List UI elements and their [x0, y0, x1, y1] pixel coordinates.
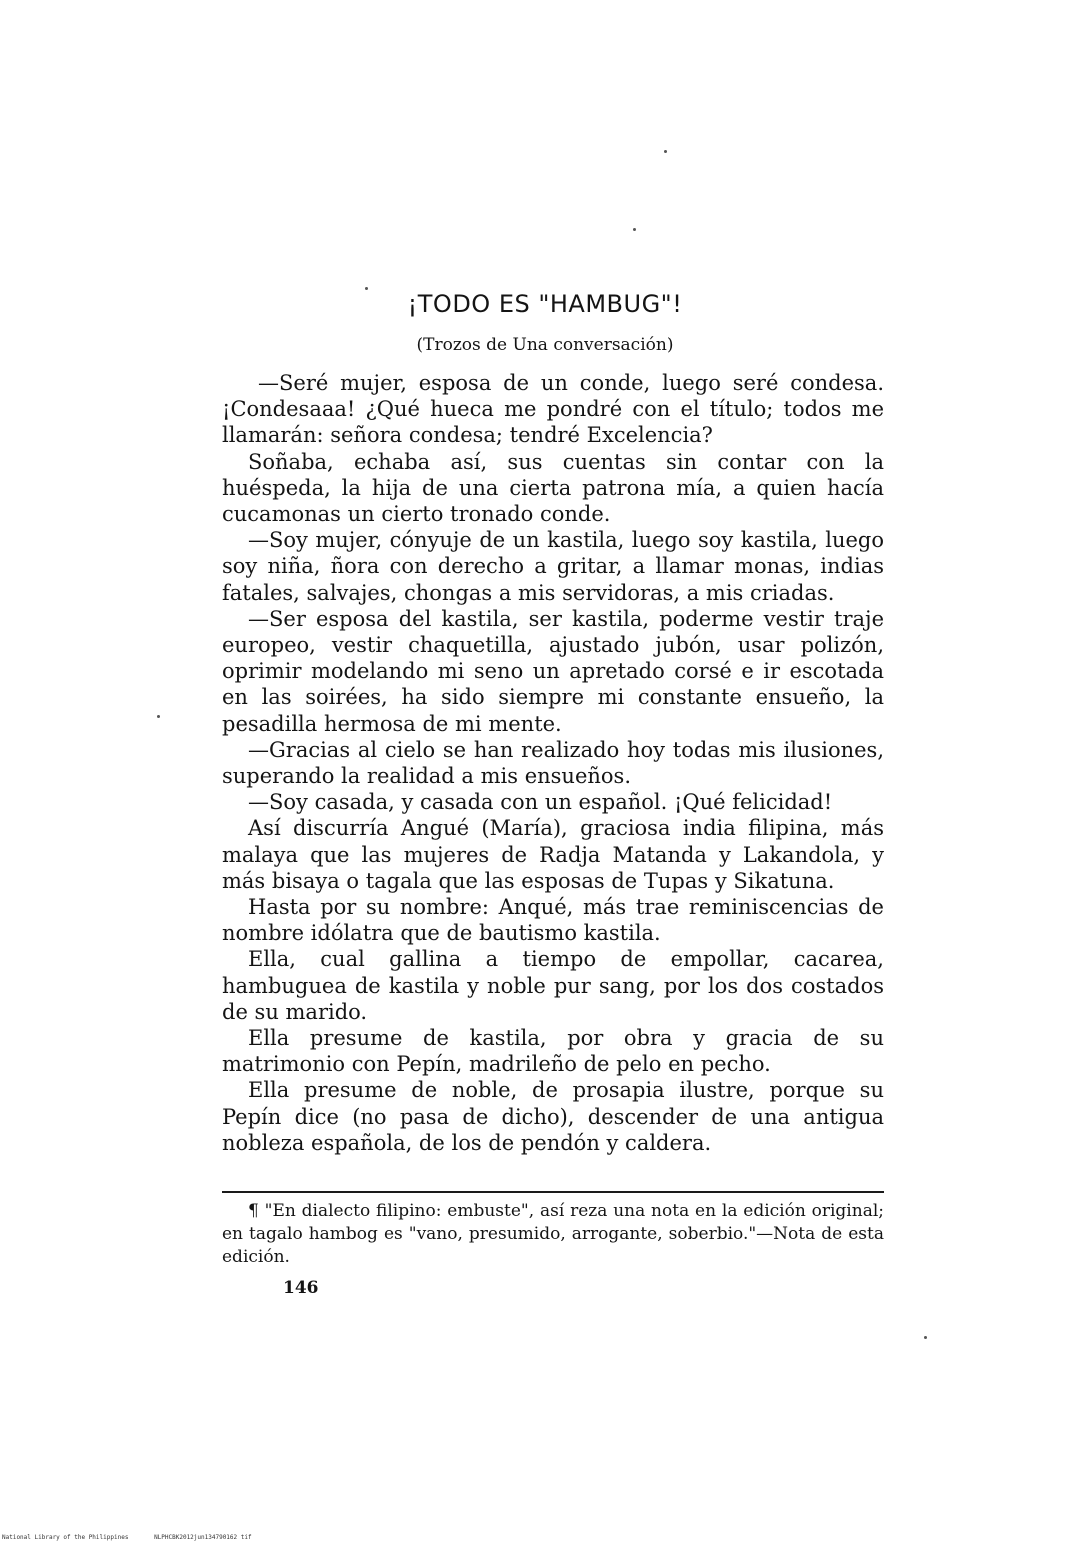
paragraph: Así discurría Angué (María), graciosa india filipina, más malaya que las mujeres de Radja Matanda y Lakandola, y más bisaya o tagala que las esposas de Tupas y Sikatuna.: [222, 816, 884, 893]
footnote-text: ¶ "En dialecto filipino: embuste", así reza una nota en la edición original; en tagalo hambog es "vano, presumido, arrogante, soberbio."—Nota de esta edición.: [222, 1201, 884, 1267]
library-credit: National Library of the Philippines: [2, 1534, 129, 1541]
paragraph: Ella presume de noble, de prosapia ilustre, porque su Pepín dice (no pasa de dicho), descender de una antigua nobleza española, de los de pendón y caldera.: [222, 1078, 884, 1155]
paragraph: Soñaba, echaba así, sus cuentas sin contar con la huéspeda, la hija de una cierta patrona mía, a quien hacía cucamonas un cierto tronado conde.: [222, 449, 884, 527]
scan-speck: [924, 1336, 927, 1339]
scan-speck: [157, 715, 160, 718]
paragraph: —Soy mujer, cónyuje de un kastila, luego soy kastila, luego soy niña, ñora con derecho a gritar, a llamar monas, indias fatales, salvajes, chongas a mis servidoras, a mis criadas.: [222, 528, 884, 605]
footnote: [222, 1200, 884, 1269]
paragraph: —Ser esposa del kastila, ser kastila, poderme vestir traje europeo, vestir chaquetilla, ajustado jubón, usar polizón, oprimir modelando mi seno un apretado corsé e ir escotada en las soirées, ha sido siempre mi constante ensueño, la pesadilla hermosa de mi mente.: [222, 606, 884, 736]
footnote-divider: [222, 1191, 884, 1193]
paragraph: —Soy casada, y casada con un español. ¡Qué felicidad!: [248, 790, 833, 815]
scan-speck: [633, 228, 636, 231]
scan-speck: [365, 287, 368, 290]
paragraph: Hasta por su nombre: Anqué, más trae reminiscencias de nombre idólatra que de bautismo kastila.: [222, 895, 884, 946]
file-identifier: NLPHCBK2012jun134790162 tif: [154, 1534, 252, 1541]
page-number: 146: [283, 1278, 319, 1298]
paragraph: Ella presume de kastila, por obra y gracia de su matrimonio con Pepín, madrileño de pelo en pecho.: [222, 1026, 884, 1077]
scan-footer: [2, 1534, 274, 1541]
scan-speck: [664, 150, 667, 153]
paragraph: —Gracias al cielo se han realizado hoy todas mis ilusiones, superando la realidad a mis ensueños.: [222, 737, 884, 789]
chapter-subtitle: (Trozos de Una conversación): [416, 335, 674, 355]
paragraph: Ella, cual gallina a tiempo de empollar, cacarea, hambuguea de kastila y noble pur sang, por los dos costados de su marido.: [222, 947, 884, 1024]
body-text: [222, 370, 884, 1156]
paragraph: —Seré mujer, esposa de un conde, luego seré condesa. ¡Condesaaa! ¿Qué hueca me pondré con el título; todos me llamarán: señora condesa; tendré Excelencia?: [222, 371, 884, 448]
chapter-title: ¡TODO ES "HAMBUG"!: [407, 290, 683, 318]
